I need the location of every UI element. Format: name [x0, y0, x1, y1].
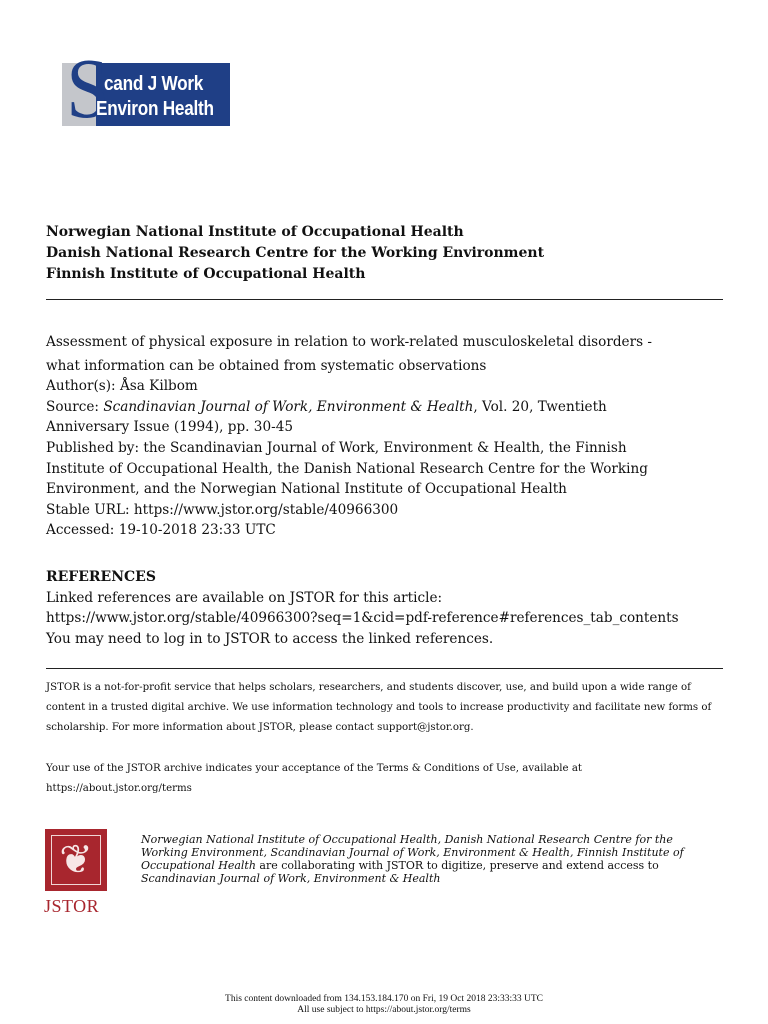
- journal-logo: [62, 40, 230, 136]
- divider-bottom: [46, 668, 723, 669]
- references-line-1: Linked references are available on JSTOR for this article:: [46, 589, 443, 606]
- author-name: Åsa Kilbom: [119, 378, 198, 395]
- source-line: [46, 397, 736, 418]
- notice-paragraph-1: JSTOR is a not-for-profit service that helps scholars, researchers, and students discover, use, and build upon a wide range of content in a trusted digital archive. We use information technology and tools to increase productivity and facilitate new forms of scholarship. For more information about JSTOR, please contact support@jstor.org.: [46, 682, 712, 733]
- notice-paragraph-2: Your use of the JSTOR archive indicates your acceptance of the Terms & Conditions of Use, available at https://about.jstor.org/terms: [46, 763, 582, 794]
- institution-1: Norwegian National Institute of Occupational Health: [46, 224, 464, 240]
- article-title-line-2: what information can be obtained from systematic observations: [46, 357, 487, 374]
- collab-journal: Scandinavian Journal of Work, Environment & Health: [141, 872, 441, 885]
- jstor-wordmark: JSTOR: [44, 896, 100, 916]
- logo-big-letter: S: [66, 40, 110, 136]
- published-line-1: Published by: the Scandinavian Journal of Work, Environment & Health, the Finnish: [46, 439, 627, 456]
- article-title-line-1: Assessment of physical exposure in relation to work-related musculoskeletal disorders -: [46, 334, 652, 350]
- references-heading: REFERENCES: [46, 569, 156, 585]
- collaboration-statement: [141, 833, 701, 885]
- stable-url-link[interactable]: Stable URL: https://www.jstor.org/stable/40966300: [46, 501, 399, 518]
- logo-line-1: cand J Work: [104, 73, 204, 95]
- references-section: [46, 567, 679, 649]
- source-rest: , Vol. 20, Twentieth: [473, 398, 607, 415]
- references-link[interactable]: https://www.jstor.org/stable/40966300?seq=1&cid=pdf-reference#references_tab_contents: [46, 610, 679, 627]
- institution-list: [46, 222, 544, 285]
- footer-line-1: This content downloaded from 134.153.184.170 on Fri, 19 Oct 2018 23:33:33 UTC: [225, 994, 543, 1004]
- accessed-date: Accessed: 19-10-2018 23:33 UTC: [46, 522, 276, 539]
- source-journal: Scandinavian Journal of Work, Environment & Health: [103, 398, 474, 415]
- source-label: Source:: [46, 398, 104, 415]
- published-line-3: Environment, and the Norwegian National Institute of Occupational Health: [46, 481, 567, 498]
- article-metadata: [46, 332, 736, 541]
- jstor-logo-icon: [45, 829, 107, 891]
- collab-text: are collaborating with JSTOR to digitize, preserve and extend access to: [255, 859, 659, 872]
- institution-3: Finnish Institute of Occupational Health: [46, 266, 366, 282]
- jstor-notice: [46, 678, 726, 799]
- download-footer: [0, 994, 768, 1016]
- references-line-3: You may need to log in to JSTOR to access the linked references.: [46, 630, 494, 647]
- author-label: Author(s):: [46, 378, 120, 395]
- author-line: [46, 376, 736, 397]
- logo-line-2: Environ Health: [96, 98, 214, 120]
- collab-institutions: Norwegian National Institute of Occupational Health, Danish National Research Centre for the Working Environment, Scandinavian Journal of Work, Environment & Health, Finnish Institute of Occupational Health: [141, 833, 684, 872]
- divider-top: [46, 299, 723, 300]
- jstor-emblem-icon: ❦: [59, 837, 93, 883]
- source-line-2: Anniversary Issue (1994), pp. 30-45: [46, 419, 293, 436]
- published-line-2: Institute of Occupational Health, the Danish National Research Centre for the Working: [46, 460, 648, 477]
- jstor-logo-frame: [51, 835, 101, 885]
- institution-2: Danish National Research Centre for the Working Environment: [46, 245, 545, 261]
- footer-line-2: All use subject to https://about.jstor.org/terms: [297, 1005, 471, 1015]
